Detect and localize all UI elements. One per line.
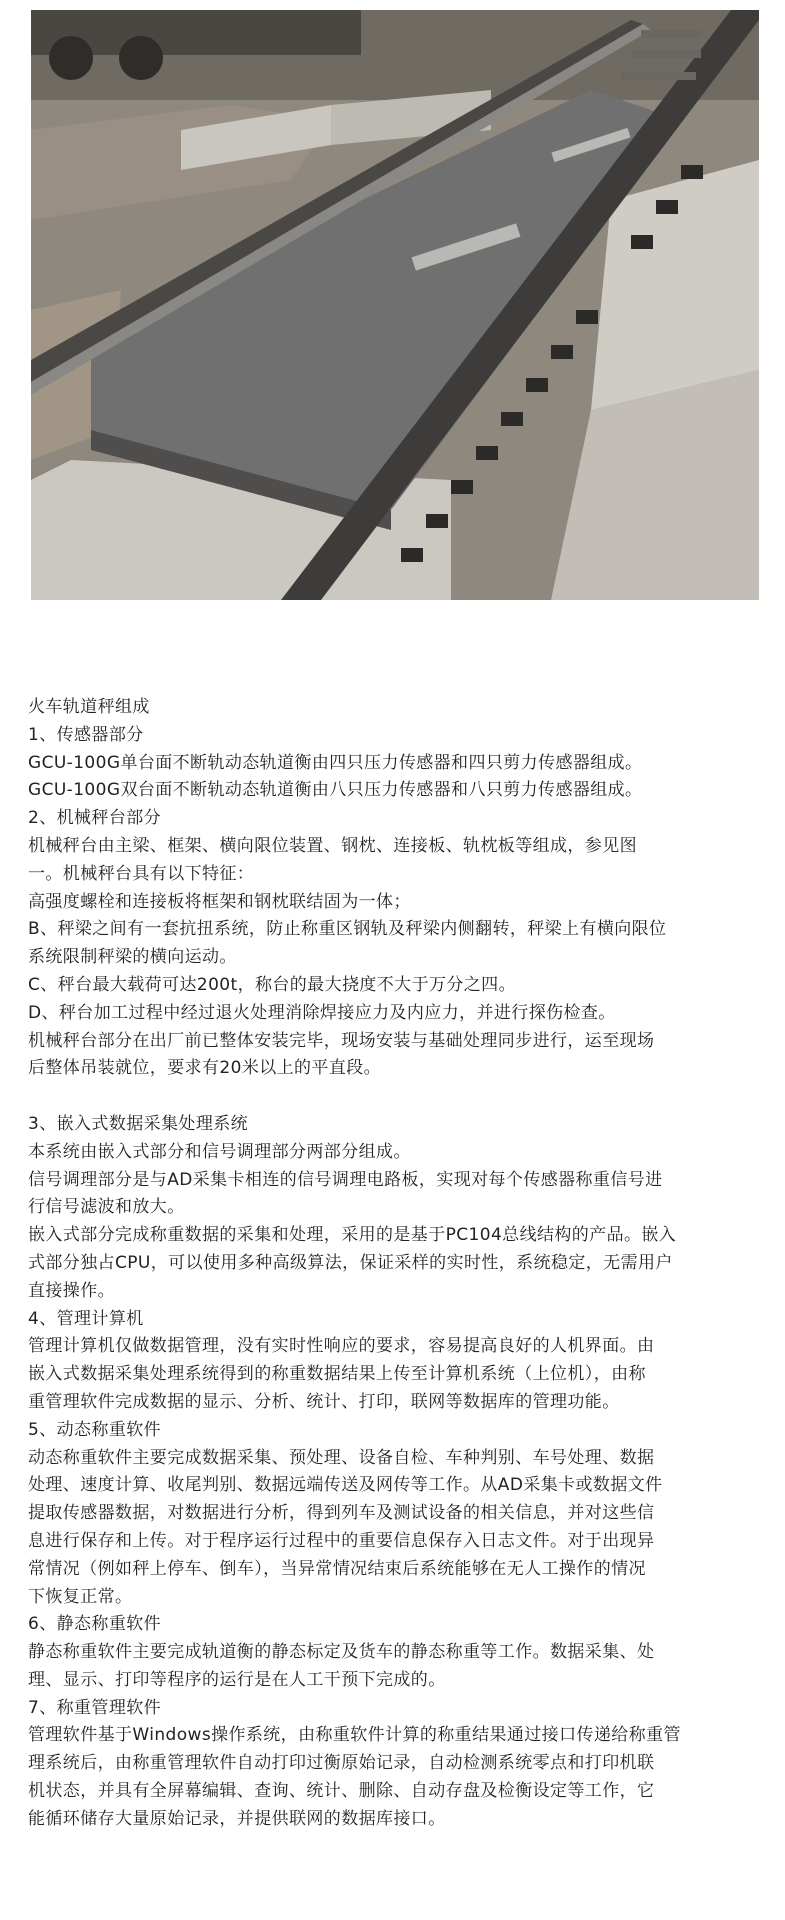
- track-scale-photo: [31, 10, 759, 600]
- text-line: 机状态，并具有全屏幕编辑、查询、统计、删除、自动存盘及检衡设定等工作，它: [28, 1781, 655, 1802]
- text-line: 行信号滤波和放大。: [28, 1197, 185, 1218]
- text-line: 重管理软件完成数据的显示、分析、统计、打印，联网等数据库的管理功能。: [28, 1391, 620, 1412]
- text-line: 1、传感器部分: [28, 724, 144, 745]
- text-line: 理、显示、打印等程序的运行是在人工干预下完成的。: [28, 1669, 446, 1690]
- text-line: 息进行保存和上传。对于程序运行过程中的重要信息保存入日志文件。对于出现异: [28, 1530, 655, 1551]
- text-line: 嵌入式部分完成称重数据的采集和处理，采用的是基于PC104总线结构的产品。嵌入: [28, 1225, 677, 1246]
- text-line: 直接操作。: [28, 1280, 115, 1301]
- text-line: 7、称重管理软件: [28, 1697, 162, 1718]
- text-line: B、秤梁之间有一套抗扭系统，防止称重区钢轨及秤梁内侧翻转，秤梁上有横向限位: [28, 919, 667, 940]
- text-line: 静态称重软件主要完成轨道衡的静态标定及货车的静态称重等工作。数据采集、处: [28, 1642, 655, 1663]
- text-line: 4、管理计算机: [28, 1308, 144, 1329]
- text-line: 常情况（例如秤上停车、倒车），当异常情况结束后系统能够在无人工操作的情况: [28, 1558, 646, 1579]
- article-body: [28, 694, 758, 1834]
- text-line: 机械秤台由主梁、框架、横向限位装置、钢枕、连接板、轨枕板等组成，参见图: [28, 835, 637, 856]
- text-line: 5、动态称重软件: [28, 1419, 162, 1440]
- text-line: GCU-100G双台面不断轨动态轨道衡由八只压力传感器和八只剪力传感器组成。: [28, 780, 643, 801]
- text-line: 动态称重软件主要完成数据采集、预处理、设备自检、车种判别、车号处理、数据: [28, 1447, 655, 1468]
- text-line: 2、机械秤台部分: [28, 808, 162, 829]
- text-line: 火车轨道秤组成: [28, 697, 150, 717]
- text-line: 信号调理部分是与AD采集卡相连的信号调理电路板，实现对每个传感器称重信号进: [28, 1169, 663, 1190]
- text-line: D、秤台加工过程中经过退火处理消除焊接应力及内应力，并进行探伤检查。: [28, 1002, 616, 1023]
- text-line: 嵌入式数据采集处理系统得到的称重数据结果上传至计算机系统（上位机），由称: [28, 1364, 646, 1385]
- text-line: 本系统由嵌入式部分和信号调理部分两部分组成。: [28, 1141, 411, 1162]
- text-line: 管理计算机仅做数据管理，没有实时性响应的要求，容易提高良好的人机界面。由: [28, 1336, 655, 1357]
- text-line: 系统限制秤梁的横向运动。: [28, 947, 237, 968]
- wagon-wheel: [119, 36, 163, 80]
- text-line: 机械秤台部分在出厂前已整体安装完毕，现场安装与基础处理同步进行，运至现场: [28, 1030, 655, 1051]
- text-line: 3、嵌入式数据采集处理系统: [28, 1113, 249, 1134]
- text-line: 提取传感器数据，对数据进行分析，得到列车及测试设备的相关信息，并对这些信: [28, 1503, 655, 1524]
- blank-line: [28, 1083, 758, 1111]
- text-line: 理系统后，由称重管理软件自动打印过衡原始记录，自动检测系统零点和打印机联: [28, 1753, 655, 1774]
- text-line: 6、静态称重软件: [28, 1614, 162, 1635]
- text-line: 高强度螺栓和连接板将框架和钢枕联结固为一体；: [28, 891, 411, 912]
- text-line: 式部分独占CPU，可以使用多种高级算法，保证采样的实时性，系统稳定，无需用户: [28, 1252, 673, 1273]
- text-line: C、秤台最大载荷可达200t，称台的最大挠度不大于万分之四。: [28, 974, 516, 995]
- text-line: 处理、速度计算、收尾判别、数据远端传送及网传等工作。从AD采集卡或数据文件: [28, 1475, 663, 1496]
- text-line: 下恢复正常。: [28, 1586, 133, 1607]
- text-line: 管理软件基于Windows操作系统，由称重软件计算的称重结果通过接口传递给称重管: [28, 1725, 681, 1746]
- track-scale-illustration: [31, 10, 759, 600]
- text-line: 后整体吊装就位，要求有20米以上的平直段。: [28, 1058, 382, 1079]
- text-line: 能循环储存大量原始记录，并提供联网的数据库接口。: [28, 1808, 446, 1829]
- text-line: 一。机械秤台具有以下特征：: [28, 863, 255, 884]
- text-line: GCU-100G单台面不断轨动态轨道衡由四只压力传感器和四只剪力传感器组成。: [28, 752, 643, 773]
- wagon-wheel: [49, 36, 93, 80]
